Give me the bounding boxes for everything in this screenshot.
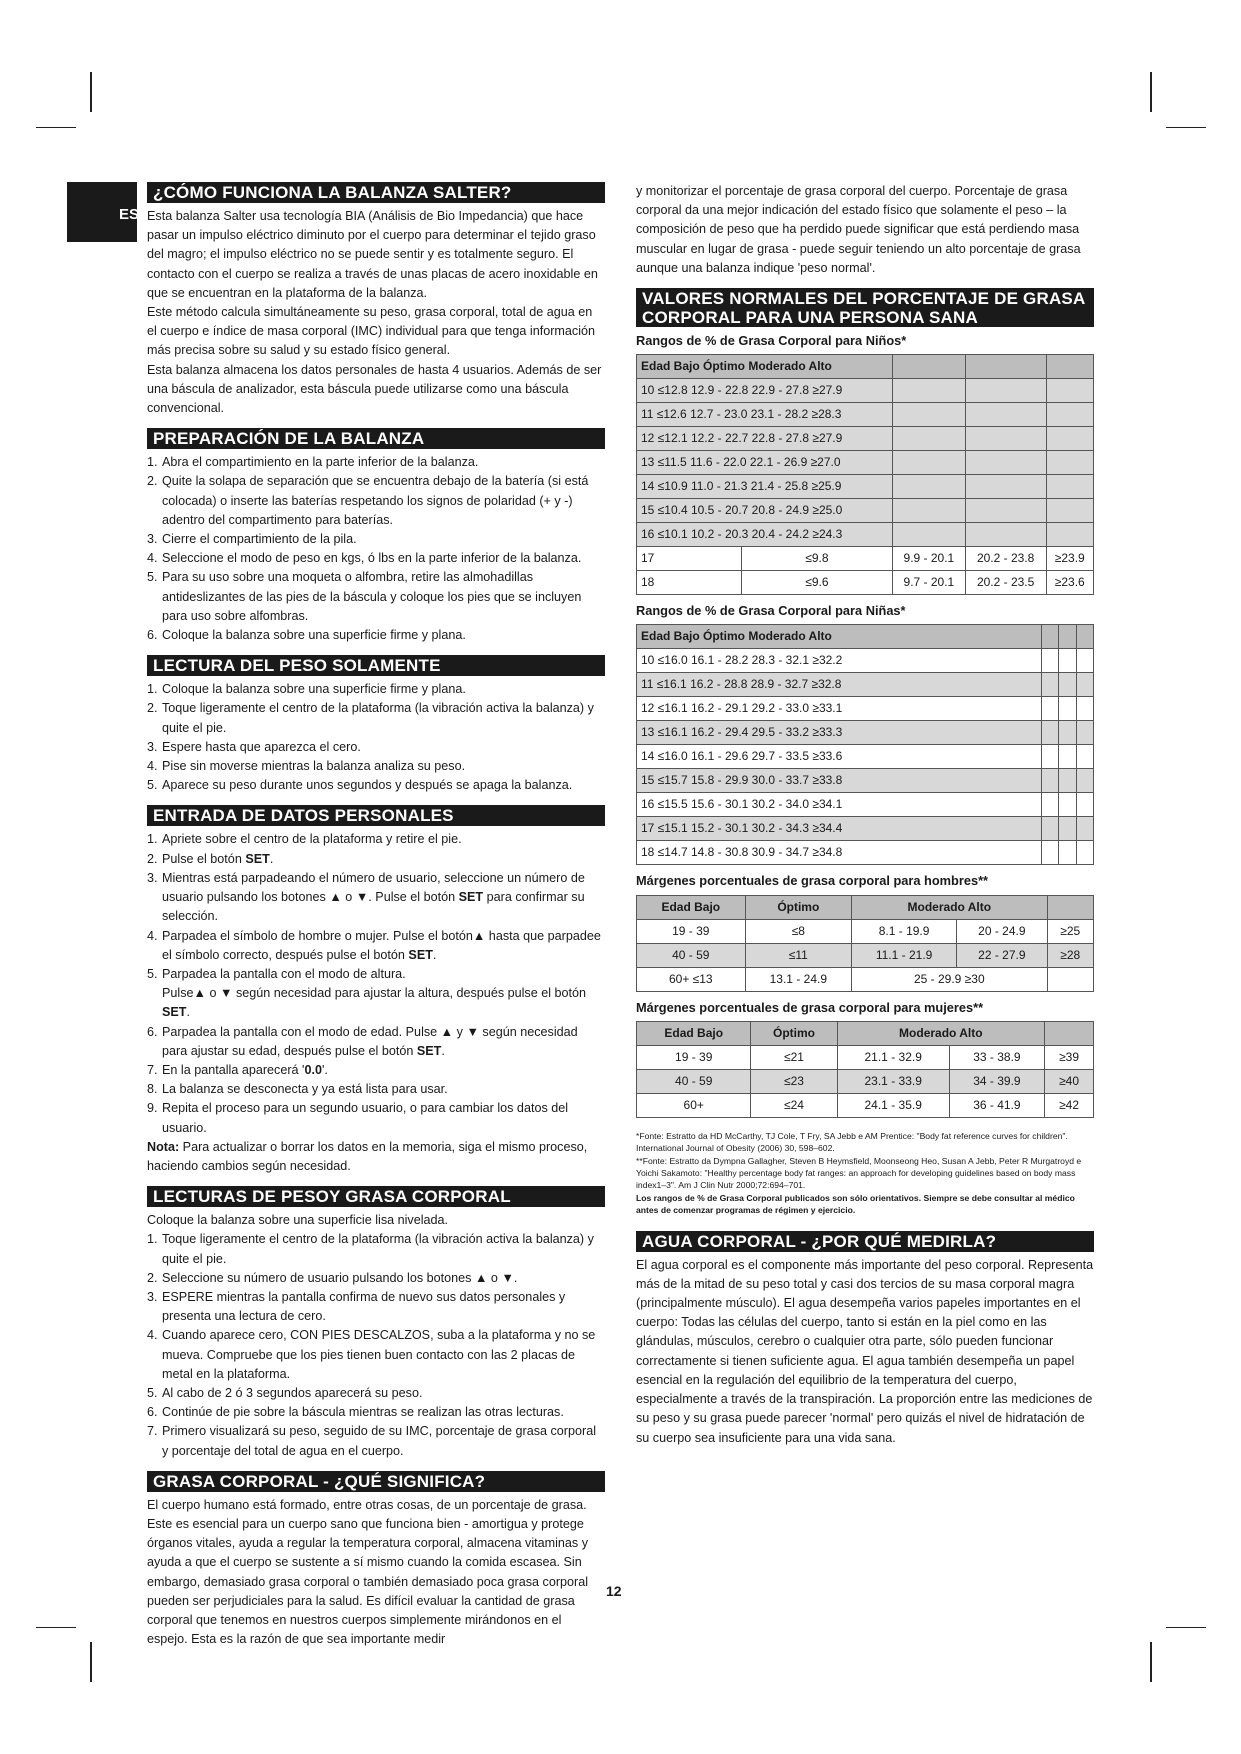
crop-mark	[1166, 1627, 1206, 1628]
footnotes	[636, 1130, 1094, 1217]
list-item: 3. Espere hasta que aparezca el cero.	[147, 739, 361, 754]
table-row: 16 ≤10.1 10.2 - 20.3 20.4 - 24.2 ≥24.3	[637, 523, 893, 547]
table-header: Edad Bajo Óptimo Moderado Alto	[637, 355, 893, 379]
numbered-list	[147, 830, 605, 1137]
numbered-list	[147, 453, 605, 645]
crop-mark	[36, 1627, 76, 1628]
list-item: 1. Coloque la balanza sobre una superficie firme y plana.	[147, 682, 466, 697]
table-row: 11 ≤12.6 12.7 - 23.0 23.1 - 28.2 ≥28.3	[637, 403, 893, 427]
table-row: 15 ≤10.4 10.5 - 20.7 20.8 - 24.9 ≥25.0	[637, 499, 893, 523]
list-item: 9. Repita el proceso para un segundo usuario, o para cambiar los datos del usuario.	[147, 1101, 569, 1135]
section-heading: GRASA CORPORAL - ¿QUÉ SIGNIFICA?	[147, 1471, 605, 1492]
list-item: Pulse▲ o ▼ según necesidad para ajustar la altura, después pulse el botón SET.	[162, 986, 587, 1020]
note: Nota: Para actualizar o borrar los datos en la memoria, siga el mismo proceso, haciendo cambios según necesidad.	[147, 1139, 588, 1173]
numbered-list	[147, 1230, 605, 1460]
crop-mark	[36, 127, 76, 128]
list-item: 1. Toque ligeramente el centro de la plataforma (la vibración activa la balanza) y quite el pie.	[147, 1232, 594, 1266]
table-row: 12 ≤16.1 16.2 - 29.1 29.2 - 33.0 ≥33.1	[637, 697, 1042, 721]
table-row: 19 - 39 ≤8 8.1 - 19.9 20 - 24.9 ≥25	[637, 919, 1094, 943]
down-arrow-icon: ▼	[466, 1024, 479, 1039]
section-heading: ENTRADA DE DATOS PERSONALES	[147, 805, 605, 826]
list-item: 3. ESPERE mientras la pantalla confirma de nuevo sus datos personales y presenta una lectura de cero.	[147, 1289, 566, 1324]
crop-mark	[1166, 127, 1206, 128]
table-header: Edad Bajo Óptimo Moderado Alto	[637, 625, 1042, 649]
list-item: 1. Apriete sobre el centro de la plataforma y retire el pie.	[147, 832, 462, 847]
crop-mark	[90, 72, 92, 112]
table-row: 11 ≤16.1 16.2 - 28.8 28.9 - 32.7 ≥32.8	[637, 673, 1042, 697]
crop-mark	[1150, 1642, 1152, 1682]
section-heading: PREPARACIÓN DE LA BALANZA	[147, 428, 605, 449]
list-item: 4. Parpadea el símbolo de hombre o mujer. Pulse el botón▲ hasta que parpadee el símbolo correcto, después pulse el botón SET.	[147, 928, 601, 962]
paragraph: El cuerpo humano está formado, entre otras cosas, de un porcentaje de grasa. Este es esencial para un cuerpo sano que funciona bien - amortigua y protege órganos vitales, ayuda a regular la temperatura corporal, almacena vitaminas y ayuda a que el cuerpo se sustente a sí mismo cuando la comida escasea. Sin embargo, demasiado grasa corporal o también demasiado poca grasa corporal pueden ser perjudiciales para la salud. Es difícil evaluar la cantidad de grasa corporal que tenemos en nuestros cuerpos simplemente mirándonos en el espejo. Esta es la razón de que sea importante medir	[147, 1497, 589, 1647]
table-row: 60+ ≤24 24.1 - 35.9 36 - 41.9 ≥42	[637, 1093, 1094, 1117]
table-row: 13 ≤11.5 11.6 - 22.0 22.1 - 26.9 ≥27.0	[637, 451, 893, 475]
table-caption: Rangos de % de Grasa Corporal para Niñas*	[636, 603, 906, 619]
up-arrow-icon: ▲	[193, 986, 206, 1001]
list-item: 2. Quite la solapa de separación que se encuentra debajo de la batería (si está colocada) o inserte las baterías respetando los signos de polaridad (+ y -) adentro del compartimento para baterías.	[147, 474, 589, 527]
numbered-list	[147, 680, 605, 795]
list-item: 5. Al cabo de 2 ó 3 segundos aparecerá su peso.	[147, 1385, 423, 1400]
paragraph: y monitorizar el porcentaje de grasa corporal del cuerpo. Porcentaje de grasa corporal da una mejor indicación del estado físico que solamente el peso – la composición de peso que ha perdido puede significar que está perdiendo masa muscular en lugar de grasa - puede seguir teniendo un alto porcentaje de grasa aunque una balanza indique 'peso normal'.	[636, 184, 1081, 275]
table-row: 10 ≤12.8 12.9 - 22.8 22.9 - 27.8 ≥27.9	[637, 379, 893, 403]
section-heading: LECTURA DEL PESO SOLAMENTE	[147, 655, 605, 676]
language-tab	[67, 182, 140, 242]
list-item: 8. La balanza se desconecta y ya está lista para usar.	[147, 1082, 448, 1097]
list-item: 2. Pulse el botón SET.	[147, 851, 274, 866]
list-item: 2. Seleccione su número de usuario pulsando los botones ▲ o ▼.	[147, 1270, 518, 1285]
footnote: *Fonte: Estratto da HD McCarthy, TJ Cole, T Fry, SA Jebb e AM Prentice: "Body fat reference curves for children". International Journal of Obesity (2006) 30, 598–602.	[636, 1130, 1068, 1154]
table-row: 60+ ≤13 13.1 - 24.9 25 - 29.9 ≥30	[637, 967, 1094, 991]
table-header: Edad Bajo Óptimo Moderado Alto	[637, 895, 1094, 919]
language-label: ES	[119, 206, 140, 223]
list-item: 3. Cierre el compartimiento de la pila.	[147, 532, 357, 547]
table-row: 14 ≤16.0 16.1 - 29.6 29.7 - 33.5 ≥33.6	[637, 745, 1042, 769]
table-row: 19 - 39 ≤21 21.1 - 32.9 33 - 38.9 ≥39	[637, 1045, 1094, 1069]
table-row: 18 ≤14.7 14.8 - 30.8 30.9 - 34.7 ≥34.8	[637, 841, 1042, 865]
table-caption: Márgenes porcentuales de grasa corporal para hombres**	[636, 873, 989, 889]
down-arrow-icon: ▼	[355, 890, 369, 905]
women-fat-table	[636, 1021, 1094, 1118]
section-heading: ¿CÓMO FUNCIONA LA BALANZA SALTER?	[147, 182, 605, 203]
table-row: 17 ≤9.8 9.9 - 20.1 20.2 - 23.8 ≥23.9	[637, 547, 1094, 571]
list-item: 4. Cuando aparece cero, CON PIES DESCALZOS, suba a la plataforma y no se mueva. Compruebe que los pies tienen buen contacto con las 2 placas de metal en la plataforma.	[147, 1328, 596, 1381]
list-item: 4. Pise sin moverse mientras la balanza analiza su peso.	[147, 759, 466, 774]
crop-mark	[90, 1642, 92, 1682]
left-column	[147, 182, 605, 1649]
up-arrow-icon: ▲	[329, 890, 342, 905]
list-item: 6. Coloque la balanza sobre una superficie firme y plana.	[147, 628, 466, 643]
list-item: 5. Aparece su peso durante unos segundos y después se apaga la balanza.	[147, 778, 573, 793]
men-fat-table	[636, 895, 1094, 992]
list-item: 7. Primero visualizará su peso, seguido de su IMC, porcentaje de grasa corporal y porcentaje del total de agua en el cuerpo.	[147, 1424, 597, 1458]
footnote: **Fonte: Estratto da Dympna Gallagher, Steven B Heymsfield, Moonseong Heo, Susan A Jebb, Peter R Murgatroyd e Yoichi Sakamoto: "Healthy percentage body fat ranges: an approach for developing guidelines based on body mass index1–3". Am J Clin Nutr 2000;72:694–701.	[636, 1155, 1082, 1191]
list-item: 7. En la pantalla aparecerá '0.0'.	[147, 1062, 328, 1077]
table-row: 40 - 59 ≤11 11.1 - 21.9 22 - 27.9 ≥28	[637, 943, 1094, 967]
list-item: 2. Toque ligeramente el centro de la plataforma (la vibración activa la balanza) y quite el pie.	[147, 701, 594, 735]
table-caption: Márgenes porcentuales de grasa corporal para mujeres**	[636, 999, 984, 1015]
down-arrow-icon: ▼	[501, 1270, 514, 1285]
up-arrow-icon: ▲	[472, 928, 486, 943]
list-item: 6. Continúe de pie sobre la báscula mientras se realizan las otras lecturas.	[147, 1405, 564, 1420]
section-heading: LECTURAS DE PESOY GRASA CORPORAL	[147, 1186, 605, 1207]
table-row: 18 ≤9.6 9.7 - 20.1 20.2 - 23.5 ≥23.6	[637, 571, 1094, 595]
table-caption: Rangos de % de Grasa Corporal para Niños*	[636, 333, 907, 349]
girls-fat-table	[636, 624, 1094, 865]
section-heading: VALORES NORMALES DEL PORCENTAJE DE GRASA CORPORAL PARA UNA PERSONA SANA	[636, 288, 1094, 327]
crop-mark	[1150, 72, 1152, 112]
up-arrow-icon: ▲	[440, 1024, 454, 1039]
list-item: 3. Mientras está parpadeando el número de usuario, seleccione un número de usuario pulsando los botones ▲ o ▼. Pulse el botón SET para confirmar su selección.	[147, 870, 585, 924]
paragraph: Esta balanza Salter usa tecnología BIA (Análisis de Bio Impedancia) que hace pasar un impulso eléctrico diminuto por el cuerpo para determinar el tejido graso del magro; el impulso eléctrico no se puede sentir y es totalmente seguro. El contacto con el cuerpo se realiza a través de unas placas de acero inoxidable en que se encuentran en la plataforma de la balanza.	[147, 209, 598, 300]
list-item: 4. Seleccione el modo de peso en kgs, ó lbs en la parte inferior de la balanza.	[147, 551, 582, 566]
section-heading: AGUA CORPORAL - ¿POR QUÉ MEDIRLA?	[636, 1231, 1094, 1252]
table-row: 10 ≤16.0 16.1 - 28.2 28.3 - 32.1 ≥32.2	[637, 649, 1042, 673]
table-row: 15 ≤15.7 15.8 - 29.9 30.0 - 33.7 ≥33.8	[637, 769, 1042, 793]
list-item: 5. Para su uso sobre una moqueta o alfombra, retire las almohadillas antideslizantes de las pies de la báscula y coloque los pies que se incluyen para uso sobre alfombras.	[147, 570, 582, 623]
table-row: 40 - 59 ≤23 23.1 - 33.9 34 - 39.9 ≥40	[637, 1069, 1094, 1093]
table-row: 17 ≤15.1 15.2 - 30.1 30.2 - 34.3 ≥34.4	[637, 817, 1042, 841]
table-row: 12 ≤12.1 12.2 - 22.7 22.8 - 27.8 ≥27.9	[637, 427, 893, 451]
paragraph: Este método calcula simultáneamente su peso, grasa corporal, total de agua en el cuerpo e índice de masa corporal (IMC) individual para que tenga información más precisa sobre su salud y su estado físico general.	[147, 305, 596, 358]
page-number: 12	[606, 1583, 622, 1599]
paragraph: Esta balanza almacena los datos personales de hasta 4 usuarios. Además de ser una báscula de analizador, esta báscula puede utilizarse como una báscula convencional.	[147, 362, 602, 416]
footnote: Los rangos de % de Grasa Corporal publicados son sólo orientativos. Siempre se debe consultar al médico antes de comenzar programas de régimen y ejercicio.	[636, 1192, 1075, 1216]
paragraph: Coloque la balanza sobre una superficie lisa nivelada.	[147, 1213, 449, 1228]
down-arrow-icon: ▼	[220, 986, 233, 1001]
up-arrow-icon: ▲	[474, 1270, 488, 1285]
table-row: 13 ≤16.1 16.2 - 29.4 29.5 - 33.2 ≥33.3	[637, 721, 1042, 745]
table-header: Edad Bajo Óptimo Moderado Alto	[637, 1021, 1094, 1045]
table-row: 16 ≤15.5 15.6 - 30.1 30.2 - 34.0 ≥34.1	[637, 793, 1042, 817]
list-item: 5. Parpadea la pantalla con el modo de altura.	[147, 966, 406, 981]
boys-fat-table	[636, 354, 1094, 595]
paragraph: El agua corporal es el componente más importante del peso corporal. Representa más de la mitad de su peso total y casi dos tercios de su masa corporal magra (principalmente músculo). El agua desempeña varios papeles importantes en el cuerpo: Todas las células del cuerpo, tanto si están en la piel como en las glándulas, músculos, cerebro o cualquier otra parte, sólo pueden funcionar correctamente si tienen suficiente agua. El agua también desempeña un papel esencial en la regulación del equilibrio de la temperatura del cuerpo, especialmente a través de la transpiración. La proporción entre las mediciones de su peso y su grasa puede parecer 'normal' pero quizás el nivel de hidratación de su cuerpo sea insuficiente para una vida sana.	[636, 1257, 1094, 1445]
list-item: 6. Parpadea la pantalla con el modo de edad. Pulse ▲ y ▼ según necesidad para ajustar su edad, después pulse el botón SET.	[147, 1024, 578, 1058]
table-row: 14 ≤10.9 11.0 - 21.3 21.4 - 25.8 ≥25.9	[637, 475, 893, 499]
list-item: 1. Abra el compartimiento en la parte inferior de la balanza.	[147, 455, 479, 470]
right-column	[636, 182, 1094, 1448]
